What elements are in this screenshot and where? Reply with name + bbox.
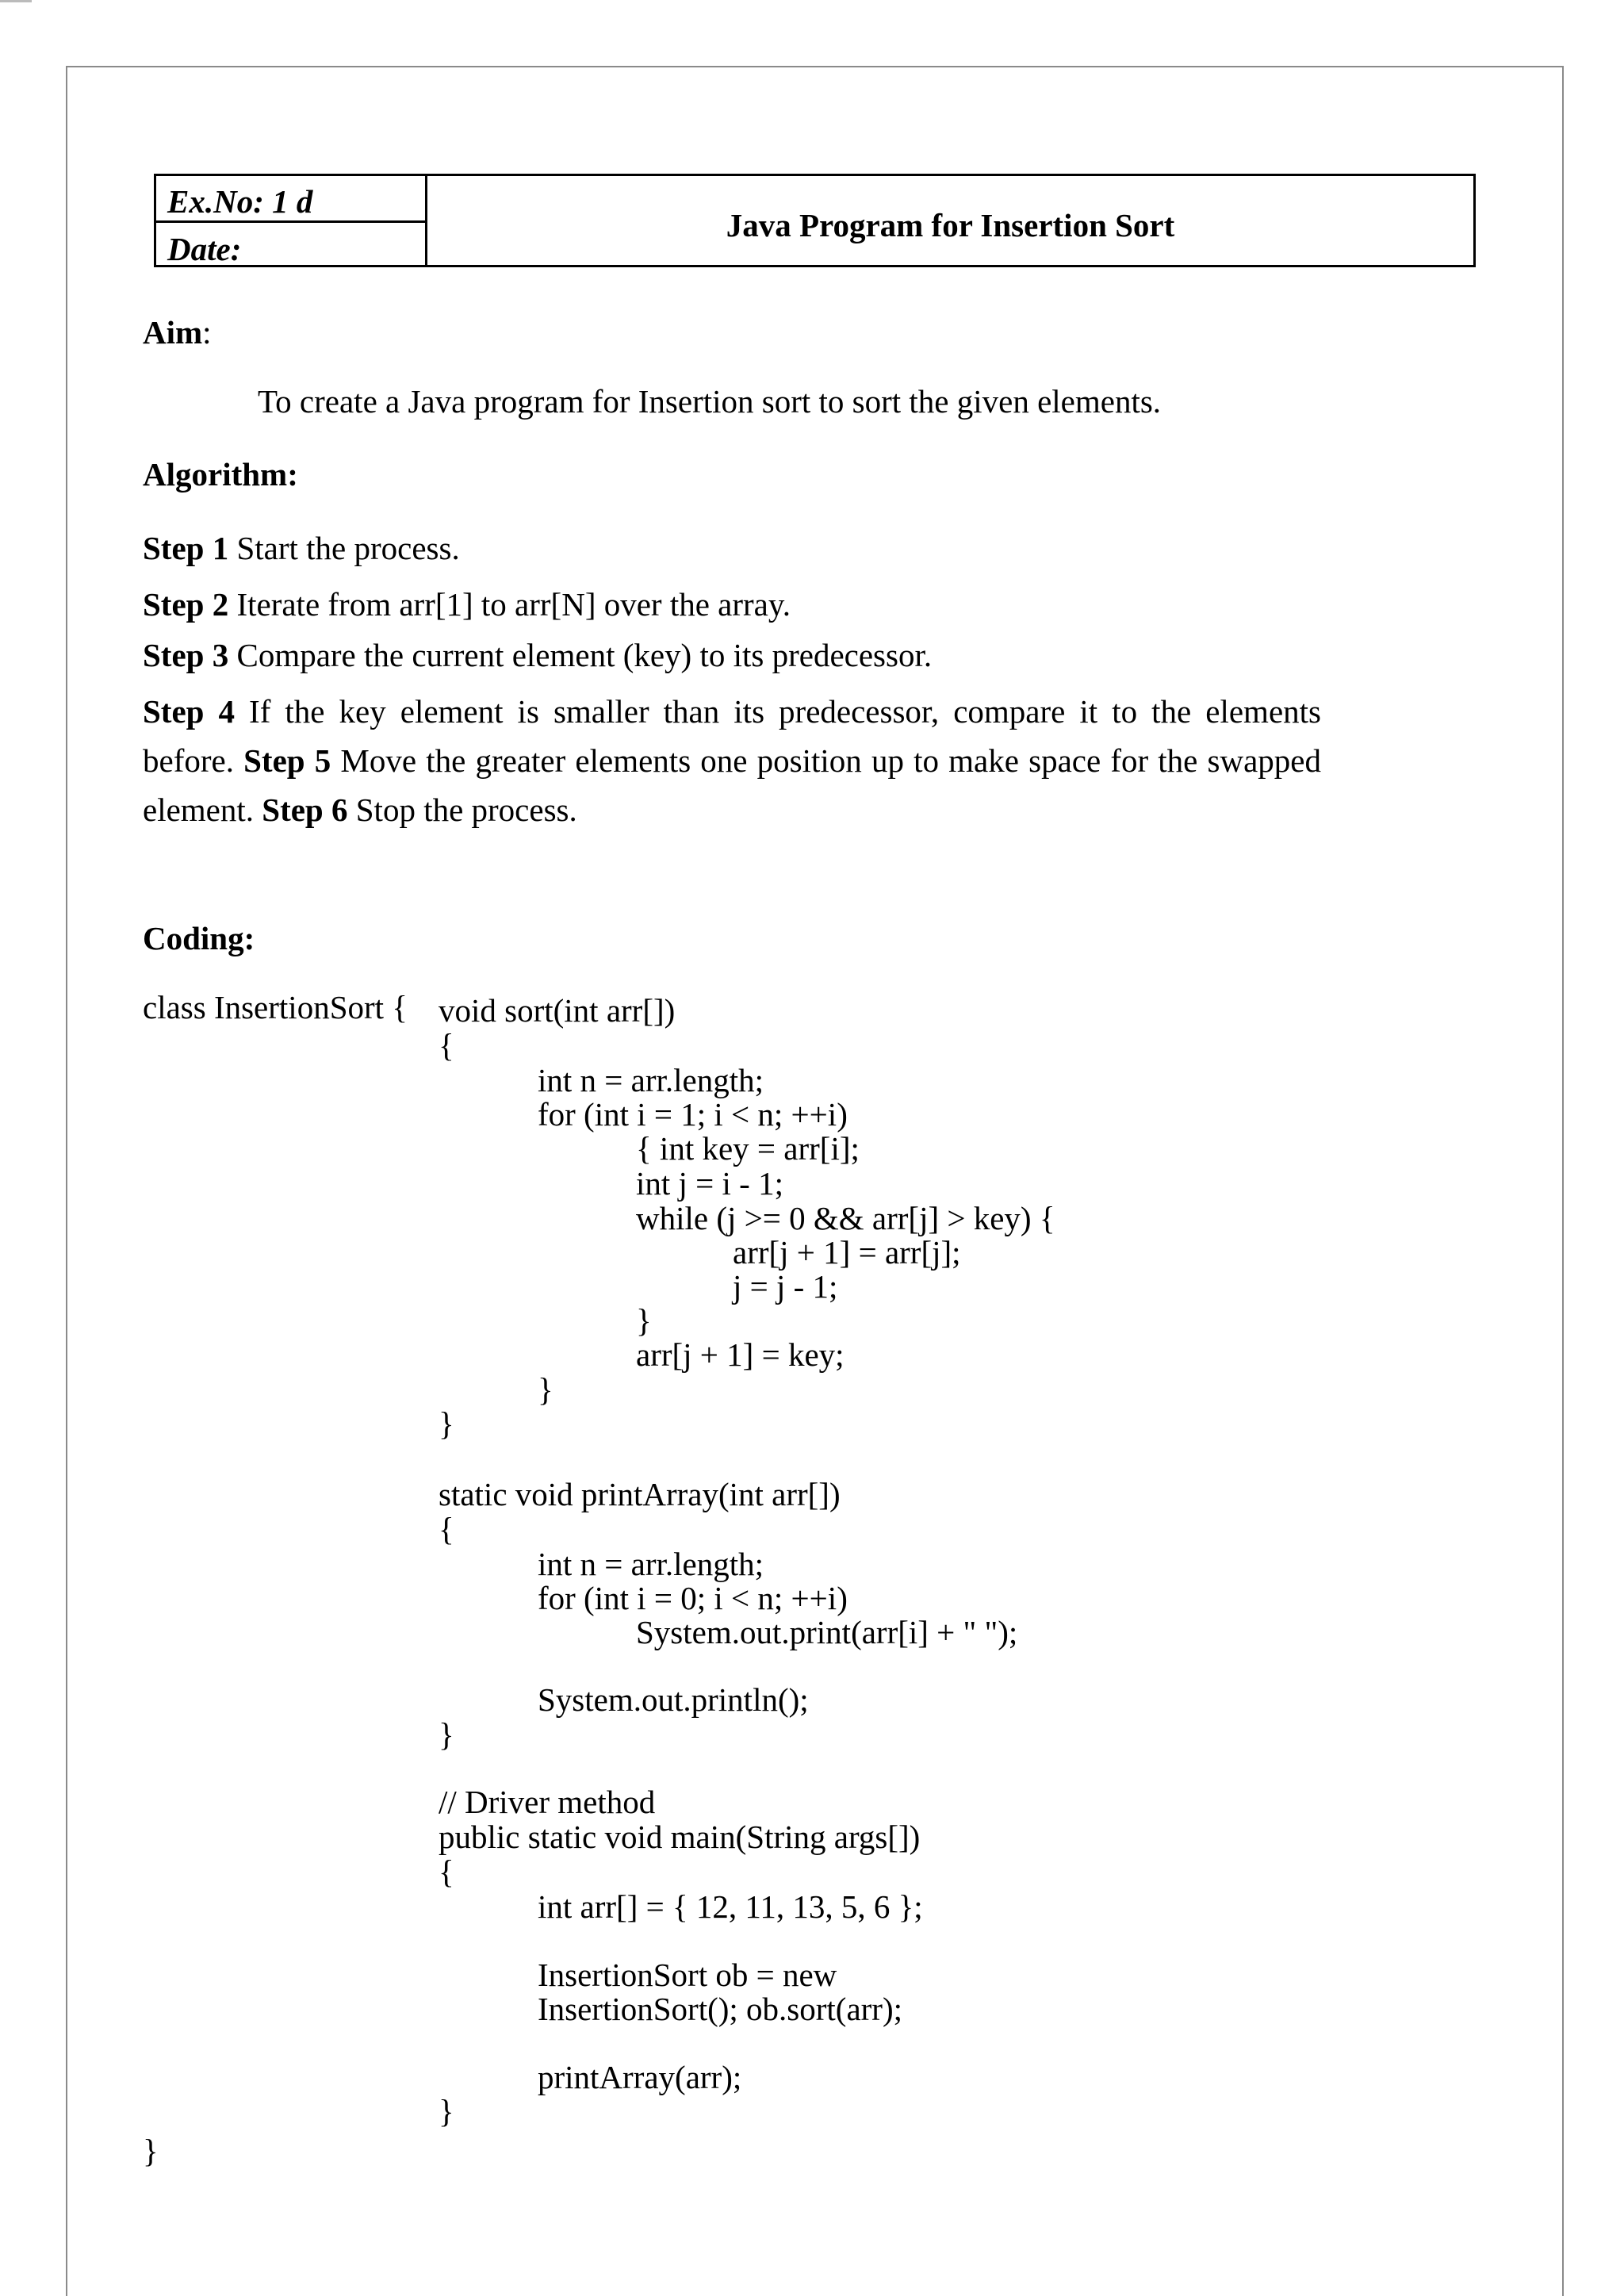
code-line: int n = arr.length; [538, 1546, 764, 1582]
document-title: Java Program for Insertion Sort [726, 207, 1175, 243]
step-2-text: Iterate from arr[1] to arr[N] over the array. [228, 586, 791, 623]
code-class-close: } [143, 2133, 159, 2169]
code-line: int n = arr.length; [538, 1062, 764, 1098]
page-header-mark [0, 0, 32, 2]
code-line: public static void main(String args[]) [439, 1819, 921, 1855]
step-6-text: Stop the process. [347, 792, 577, 828]
step-3-text: Compare the current element (key) to its predecessor. [228, 637, 933, 673]
code-line: { int key = arr[i]; [636, 1130, 860, 1167]
code-line: } [439, 1405, 454, 1442]
code-line: static void printArray(int arr[]) [439, 1476, 841, 1512]
code-line: { [439, 1511, 454, 1547]
step-2-label: Step 2 [143, 586, 229, 623]
code-line: printArray(arr); [538, 2059, 742, 2095]
code-line: int arr[] = { 12, 11, 13, 5, 6 }; [538, 1888, 923, 1925]
code-line: } [439, 2093, 454, 2129]
code-line: System.out.print(arr[i] + " "); [636, 1614, 1018, 1650]
code-line: InsertionSort(); ob.sort(arr); [538, 1991, 902, 2027]
code-line: while (j >= 0 && arr[j] > key) { [636, 1200, 1055, 1236]
step-3 [143, 639, 932, 672]
aim-heading [143, 316, 212, 349]
step-6-label: Step 6 [262, 792, 348, 828]
code-line: j = j - 1; [733, 1268, 838, 1305]
step-2 [143, 588, 791, 621]
exercise-number: Ex.No: 1 d [167, 183, 313, 220]
step-4-label: Step 4 [143, 693, 235, 730]
table-divider-horizontal [156, 220, 425, 223]
code-comment: // Driver method [439, 1784, 656, 1820]
code-line: arr[j + 1] = key; [636, 1336, 845, 1373]
date-label: Date: [167, 231, 242, 267]
step-1-label: Step 1 [143, 530, 229, 566]
aim-colon: : [202, 314, 212, 351]
coding-heading: Coding: [143, 920, 255, 956]
steps-4-to-6 [143, 687, 1321, 834]
code-line: for (int i = 1; i < n; ++i) [538, 1096, 848, 1133]
step-5-text: Move the greater elements one position up to make space for the swapped element. [143, 742, 1321, 828]
algorithm-heading: Algorithm: [143, 456, 298, 493]
code-line: InsertionSort ob = new [538, 1957, 837, 1993]
code-line: { [439, 1027, 454, 1064]
step-1-text: Start the process. [228, 530, 460, 566]
aim-text: To create a Java program for Insertion sort to sort the given elements. [258, 383, 1162, 420]
title-table [154, 174, 1476, 267]
step-3-label: Step 3 [143, 637, 229, 673]
step-1 [143, 532, 460, 565]
step-4-text: If the key element is smaller than its predecessor, compare it to the elements before. [143, 693, 1321, 779]
step-5-label: Step 5 [243, 742, 331, 779]
code-line: } [636, 1302, 652, 1339]
code-line: System.out.println(); [538, 1681, 809, 1718]
aim-heading-text: Aim [143, 314, 203, 351]
code-line: void sort(int arr[]) [439, 992, 676, 1029]
code-class-open: class InsertionSort { [143, 989, 408, 1025]
code-line: { [439, 1853, 454, 1890]
code-line: } [538, 1371, 553, 1408]
code-line: } [439, 1716, 454, 1753]
code-line: for (int i = 0; i < n; ++i) [538, 1580, 848, 1616]
code-line: arr[j + 1] = arr[j]; [733, 1234, 961, 1271]
code-line: int j = i - 1; [636, 1165, 783, 1202]
